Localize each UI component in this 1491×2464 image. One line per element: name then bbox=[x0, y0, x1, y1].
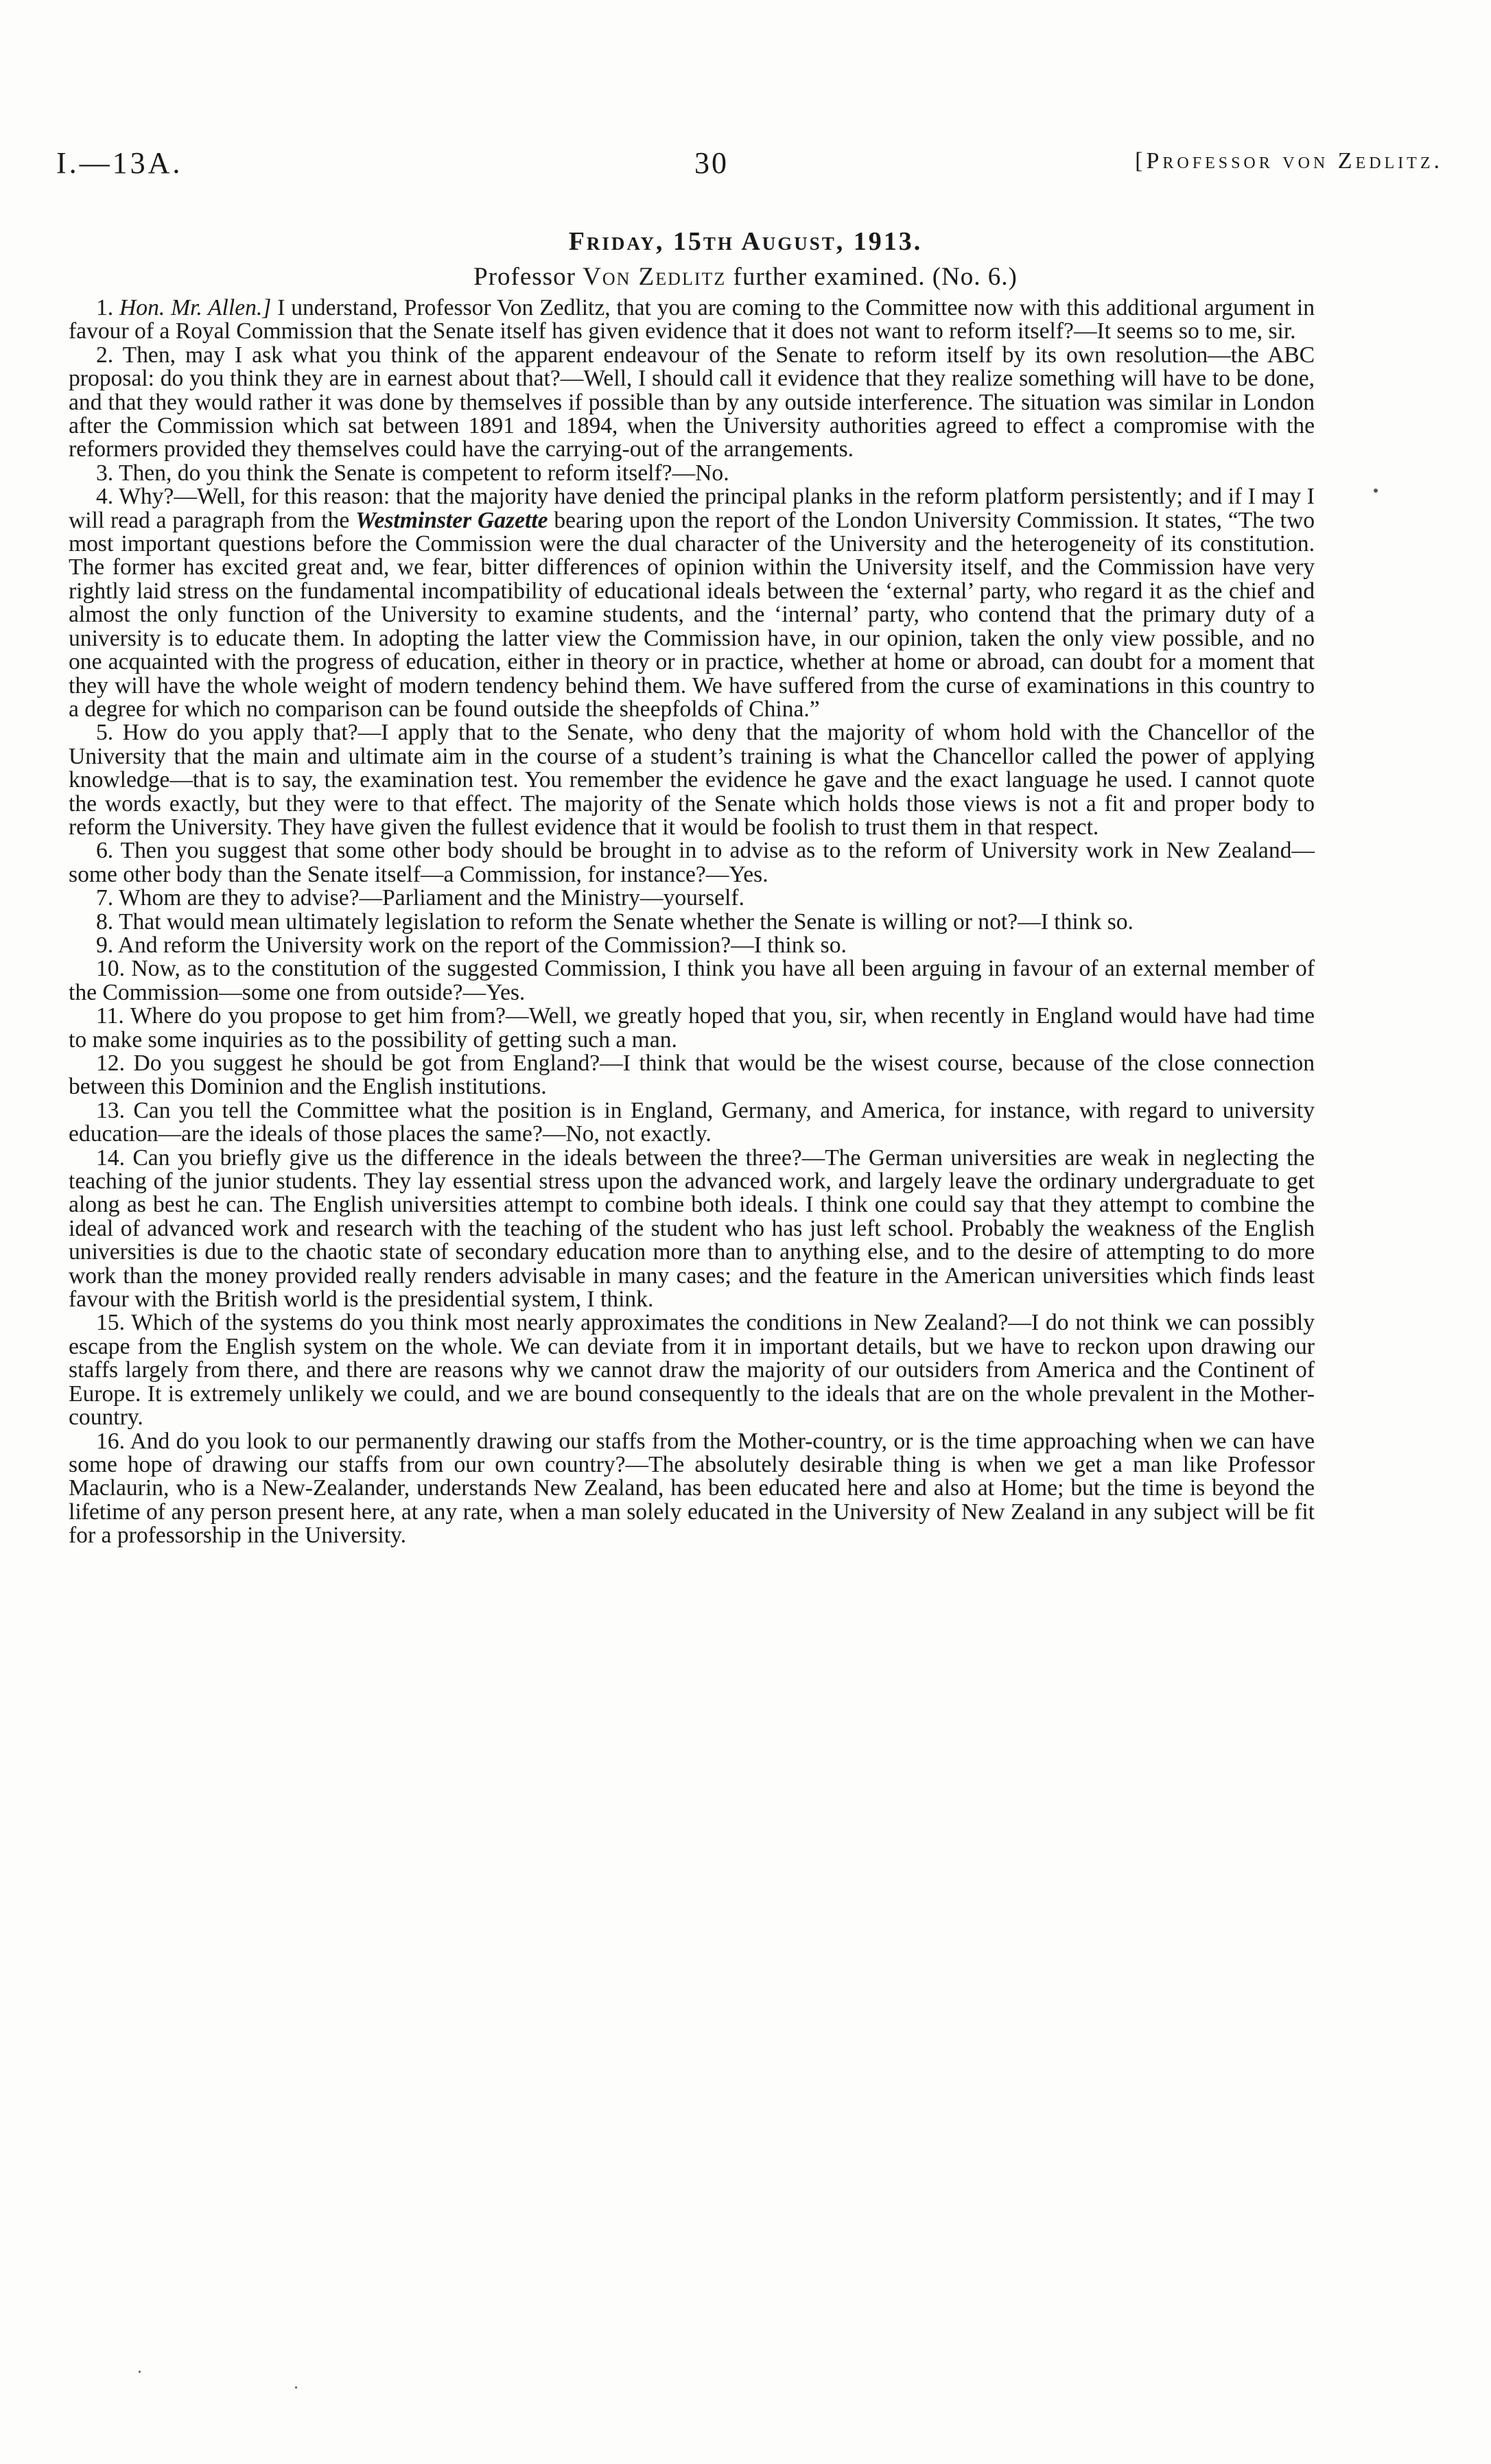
question-text: Can you tell the Committee what the position is in England, Germany, and America, for instance, with regard to university education—are the ideals of those places the same?—No, not exactly. bbox=[69, 1097, 1315, 1147]
question-text: That would mean ultimately legislation to reform the Senate whether the Senate is willing or not?—I think so. bbox=[118, 908, 1134, 935]
question-text: And do you look to our permanently drawing our staffs from the Mother-country, or is the time approaching when we can have some hope of drawing our staffs from our own country?—The absolutely desirable thing is when we get a man like Professor Maclaurin, who is a New-Zealander, understands New Zealand, has been educated here and also at Home; but the time is beyond the lifetime of any person present here, at any rate, when a man solely educated in the University of New Zealand in any subject will be fit for a professorship in the University. bbox=[69, 1428, 1315, 1549]
running-header bbox=[56, 145, 1443, 187]
scan-speck bbox=[1374, 489, 1378, 493]
question-paragraph bbox=[69, 934, 1315, 957]
witness-reference: [Professor von Zedlitz. bbox=[1135, 148, 1443, 174]
question-number: 15. bbox=[96, 1310, 125, 1336]
question-paragraph bbox=[69, 485, 1315, 721]
witness-heading-suffix: further examined. (No. 6.) bbox=[733, 263, 1018, 291]
question-text: Then, do you think the Senate is competent to reform itself?—No. bbox=[118, 460, 729, 486]
witness-name: Von Zedlitz bbox=[583, 263, 727, 291]
question-number: 16. bbox=[96, 1428, 125, 1454]
question-text: Why?—Well, for this reason: that the majority have denied the principal planks in the reform platform persistently; and if I may I will read a paragraph from the bbox=[69, 484, 1315, 533]
question-number: 10. bbox=[96, 956, 125, 982]
question-paragraph bbox=[69, 908, 1315, 935]
question-paragraph bbox=[69, 957, 1315, 1005]
question-paragraph bbox=[69, 1430, 1315, 1548]
question-text: Then, may I ask what you think of the apparent endeavour of the Senate to reform itself by its own resolution—the ABC proposal: do you think they are in earnest about that?—Well, I should call it evidence that they realize something will have to be done, and that they would rather it was done by themselves if possible than by any outside interference. The situation was similar in London after the Commission which sat between 1891 and 1894, when the University authorities agreed to effect a compromise with the reformers provided they themselves could have the carrying-out of the arrangements. bbox=[69, 342, 1315, 462]
examination-transcript bbox=[69, 296, 1315, 1548]
question-number: 9. bbox=[96, 932, 114, 958]
question-text: Now, as to the constitution of the suggested Commission, I think you have all been arguing in favour of an external member of the Commission—some one from outside?—Yes. bbox=[69, 956, 1315, 1005]
question-paragraph bbox=[69, 1099, 1315, 1147]
question-paragraph bbox=[69, 462, 1315, 485]
question-text: Can you briefly give us the difference in the ideals between the three?—The German universities are weak in neglecting the teaching of the junior students. They lay essential stress upon the advanced work, and largely leave the ordinary undergraduate to get along as best he can. The English universities attempt to combine both ideals. I think one could say that they attempt to combine the ideal of advanced work and research with the teaching of the student who has just left school. Probably the weakness of the English universities is due to the chaotic state of secondary education more than to anything else, and to the desire of attempting to do more work than the money provided really renders advisable in many cases; and the feature in the American universities which finds least favour with the British world is the presidential system, I think. bbox=[69, 1145, 1315, 1313]
question-number: 6. bbox=[96, 838, 114, 864]
session-date-heading: Friday, 15th August, 1913. bbox=[568, 227, 923, 256]
question-paragraph bbox=[69, 721, 1315, 839]
question-paragraph bbox=[69, 887, 1315, 910]
question-number: 5. bbox=[96, 720, 114, 746]
question-number: 7. bbox=[96, 885, 114, 911]
question-paragraph bbox=[69, 344, 1315, 462]
page-number: 30 bbox=[694, 146, 729, 180]
question-paragraph bbox=[69, 839, 1315, 887]
witness-heading-prefix: Professor bbox=[473, 263, 576, 291]
question-paragraph bbox=[69, 1052, 1315, 1099]
question-number: 4. bbox=[96, 484, 114, 510]
scan-speck bbox=[295, 2386, 297, 2389]
question-paragraph bbox=[69, 1311, 1315, 1429]
question-number: 1. bbox=[96, 295, 114, 320]
question-number: 8. bbox=[96, 908, 114, 935]
question-number: 3. bbox=[96, 460, 114, 486]
question-text: Whom are they to advise?—Parliament and the Ministry—yourself. bbox=[118, 885, 744, 911]
question-text: Where do you propose to get him from?—Well, we greatly hoped that you, sir, when recently in England would have had time to make some inquiries as to the possibility of getting such a man. bbox=[69, 1003, 1315, 1053]
question-text: How do you apply that?—I apply that to the Senate, who deny that the majority of whom hold with the Chancellor of the University that the main and ultimate aim in the course of a student’s training is what the Chancellor called the power of applying knowledge—that is to say, the examination test. You remember the evidence he gave and the exact language he used. I cannot quote the words exactly, but they were to that effect. The majority of the Senate which holds those views is not a fit and proper body to reform the University. They have given the fullest evidence that it would be foolish to trust them in that respect. bbox=[69, 720, 1315, 840]
publication-title: Westminster Gazette bbox=[355, 507, 548, 533]
question-paragraph bbox=[69, 1147, 1315, 1312]
question-paragraph bbox=[69, 296, 1315, 344]
question-text: Do you suggest he should be got from England?—I think that would be the wisest course, because of the close connection between this Dominion and the English institutions. bbox=[69, 1051, 1315, 1100]
question-text-continued: bearing upon the report of the London University Commission. It states, “The two most important questions before the Commission were the dual character of the University and the heterogeneity of its constitution. The former has excited great and, we fear, bitter differences of opinion within the University itself, and the Commission have very rightly laid stress on the fundamental incompatibility of educational ideals between the ‘external’ party, who regard it as the chief and almost the only function of the University to examine students, and the ‘internal’ party, who contend that the primary duty of a university is to educate them. In adopting the latter view the Commission have, in our opinion, taken the only view possible, and no one acquainted with the progress of education, either in theory or in practice, whether at home or abroad, can doubt for a moment that they will have the whole weight of modern tendency behind them. We have suffered from the curse of examinations in this country to a degree for which no comparison can be found outside the sheepfolds of China.” bbox=[69, 507, 1315, 722]
question-number: 13. bbox=[96, 1097, 125, 1123]
question-text: Then you suggest that some other body should be brought in to advise as to the reform of University work in New Zealand—some other body than the Senate itself—a Commission, for instance?—Yes. bbox=[69, 838, 1315, 887]
paper-reference: I.—13A. bbox=[56, 146, 183, 180]
question-paragraph bbox=[69, 1005, 1315, 1052]
question-text: I understand, Professor Von Zedlitz, that you are coming to the Committee now with this additional argument in favour of a Royal Commission that the Senate itself has given evidence that it does not want to reform itself?—It seems so to me, sir. bbox=[69, 295, 1315, 344]
question-number: 14. bbox=[96, 1145, 125, 1171]
scan-speck bbox=[139, 2371, 141, 2373]
question-text: And reform the University work on the report of the Commission?—I think so. bbox=[117, 932, 847, 958]
question-number: 2. bbox=[96, 342, 114, 368]
question-number: 11. bbox=[96, 1003, 124, 1029]
question-text: Which of the systems do you think most nearly approximates the conditions in New Zealand?—I do not think we can possibly escape from the English system on the whole. We can deviate from it in important details, but we have to reckon upon drawing our staffs largely from there, and there are reasons why we cannot draw the majority of our outsiders from America and the Continent of Europe. It is extremely unlikely we could, and we are bound consequently to the ideals that are on the whole prevalent in the Mother-country. bbox=[69, 1310, 1315, 1431]
witness-heading bbox=[0, 262, 1491, 292]
question-number: 12. bbox=[96, 1051, 125, 1076]
speaker-attribution: Hon. Mr. Allen.] bbox=[119, 295, 272, 320]
